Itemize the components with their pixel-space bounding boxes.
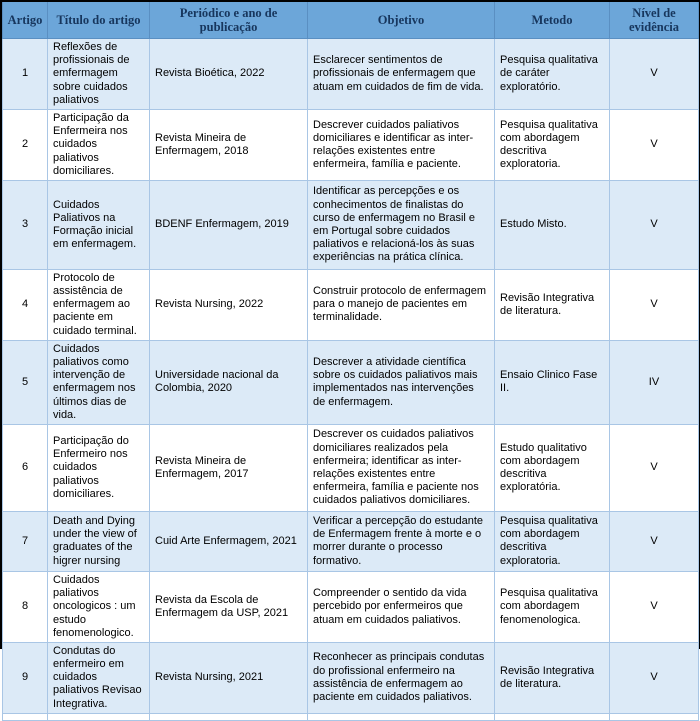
cell-artigo: 9 <box>3 642 48 713</box>
empty-filler-row <box>3 713 699 720</box>
cell-artigo: 6 <box>3 424 48 511</box>
table-row <box>3 269 699 340</box>
cell-metodo: Pesquisa qualitativa com abordagem descritiva exploratoria. <box>495 109 610 180</box>
cell-metodo: Estudo qualitativo com abordagem descritiva exploratória. <box>495 424 610 511</box>
cell-titulo: Cuidados paliativos como intervenção de enfermagem nos últimos dias de vida. <box>48 340 150 424</box>
cell-objetivo: Esclarecer sentimentos de profissionais de enfermagem que atuam em cuidados de fim de vida. <box>308 39 495 110</box>
cell-titulo: Participação da Enfermeira nos cuidados paliativos domiciliares. <box>48 109 150 180</box>
cell-artigo: 1 <box>3 39 48 110</box>
empty-cell <box>150 713 308 720</box>
cell-titulo: Cuidados paliativos oncologicos : um estudo fenomenologico. <box>48 571 150 642</box>
cell-metodo: Ensaio Clinico Fase II. <box>495 340 610 424</box>
cell-nivel: V <box>610 109 699 180</box>
column-header-artigo: Artigo <box>3 2 48 39</box>
table-body <box>3 39 699 721</box>
cell-periodico: Revista Bioética, 2022 <box>150 39 308 110</box>
cell-artigo: 8 <box>3 571 48 642</box>
cell-nivel: V <box>610 39 699 110</box>
cell-objetivo: Verificar a percepção do estudante de Enfermagem frente à morte e o morrer durante o processo formativo. <box>308 511 495 571</box>
column-header-titulo: Título do artigo <box>48 2 150 39</box>
cell-objetivo: Descrever cuidados paliativos domiciliares e identificar as inter-relações existentes entre enfermeira, família e paciente. <box>308 109 495 180</box>
cell-periodico: BDENF Enfermagem, 2019 <box>150 180 308 269</box>
cell-objetivo: Descrever os cuidados paliativos domiciliares realizados pela enfermeira; identificar as inter-relações existentes entre enfermeira, família e paciente nos cuidados paliativos domiciliares. <box>308 424 495 511</box>
cell-titulo: Reflexões de profissionais de emfermagem sobre cuidados paliativos <box>48 39 150 110</box>
cell-titulo: Participação do Enfermeiro nos cuidados paliativos domiciliares. <box>48 424 150 511</box>
cell-objetivo: Construir protocolo de enfermagem para o manejo de pacientes em terminalidade. <box>308 269 495 340</box>
cell-periodico: Revista Mineira de Enfermagem, 2018 <box>150 109 308 180</box>
empty-cell <box>48 713 150 720</box>
cell-metodo: Estudo Misto. <box>495 180 610 269</box>
cell-metodo: Revisão Integrativa de literatura. <box>495 269 610 340</box>
column-header-metodo: Metodo <box>495 2 610 39</box>
cell-metodo: Pesquisa qualitativa com abordagem fenomenologica. <box>495 571 610 642</box>
cell-nivel: V <box>610 269 699 340</box>
cell-nivel: IV <box>610 340 699 424</box>
table-row <box>3 642 699 713</box>
table-row <box>3 109 699 180</box>
cell-periodico: Universidade nacional da Colombia, 2020 <box>150 340 308 424</box>
cell-titulo: Cuidados Paliativos na Formação inicial em enfermagem. <box>48 180 150 269</box>
cell-objetivo: Identificar as percepções e os conhecimentos de finalistas do curso de enfermagem no Brasil e em Portugal sobre cuidados paliativos e relacioná-los às suas experiências na prática clínica. <box>308 180 495 269</box>
cell-objetivo: Compreender o sentido da vida percebido por enfermeiros que atuam em cuidados paliativos. <box>308 571 495 642</box>
empty-cell <box>308 713 495 720</box>
cell-titulo: Condutas do enfermeiro em cuidados paliativos Revisao Integrativa. <box>48 642 150 713</box>
table-row <box>3 180 699 269</box>
cell-periodico: Revista Mineira de Enfermagem, 2017 <box>150 424 308 511</box>
table-row <box>3 340 699 424</box>
cell-periodico: Cuid Arte Enfermagem, 2021 <box>150 511 308 571</box>
cell-artigo: 2 <box>3 109 48 180</box>
table-header <box>3 2 699 39</box>
cell-nivel: V <box>610 180 699 269</box>
table-row <box>3 424 699 511</box>
articles-table <box>2 2 699 721</box>
cell-titulo: Death and Dying under the view of graduates of the higrer nursing <box>48 511 150 571</box>
cell-metodo: Pesquisa qualitativa de caráter exploratório. <box>495 39 610 110</box>
empty-cell <box>610 713 699 720</box>
table-row <box>3 39 699 110</box>
cell-metodo: Revisão Integrativa de literatura. <box>495 642 610 713</box>
table-row <box>3 571 699 642</box>
cell-nivel: V <box>610 424 699 511</box>
column-header-periodico: Periódico e ano de publicação <box>150 2 308 39</box>
cell-periodico: Revista Nursing, 2022 <box>150 269 308 340</box>
table-row <box>3 511 699 571</box>
header-row <box>3 2 699 39</box>
cell-artigo: 3 <box>3 180 48 269</box>
column-header-nivel: Nível de evidência <box>610 2 699 39</box>
cell-metodo: Pesquisa qualitativa com abordagem descritiva exploratoria. <box>495 511 610 571</box>
cell-objetivo: Descrever a atividade científica sobre os cuidados paliativos mais implementados nas intervenções de enfermagem. <box>308 340 495 424</box>
cell-nivel: V <box>610 511 699 571</box>
cell-periodico: Revista Nursing, 2021 <box>150 642 308 713</box>
empty-cell <box>495 713 610 720</box>
cell-artigo: 4 <box>3 269 48 340</box>
cell-periodico: Revista da Escola de Enfermagem da USP, 2021 <box>150 571 308 642</box>
column-header-objetivo: Objetivo <box>308 2 495 39</box>
cell-artigo: 7 <box>3 511 48 571</box>
cell-artigo: 5 <box>3 340 48 424</box>
cell-nivel: V <box>610 571 699 642</box>
empty-cell <box>3 713 48 720</box>
cell-nivel: V <box>610 642 699 713</box>
cell-titulo: Protocolo de assistência de enfermagem ao paciente em cuidado terminal. <box>48 269 150 340</box>
cell-objetivo: Reconhecer as principais condutas do profissional enfermeiro na assistência de enfermagem ao paciente em cuidados paliativos. <box>308 642 495 713</box>
